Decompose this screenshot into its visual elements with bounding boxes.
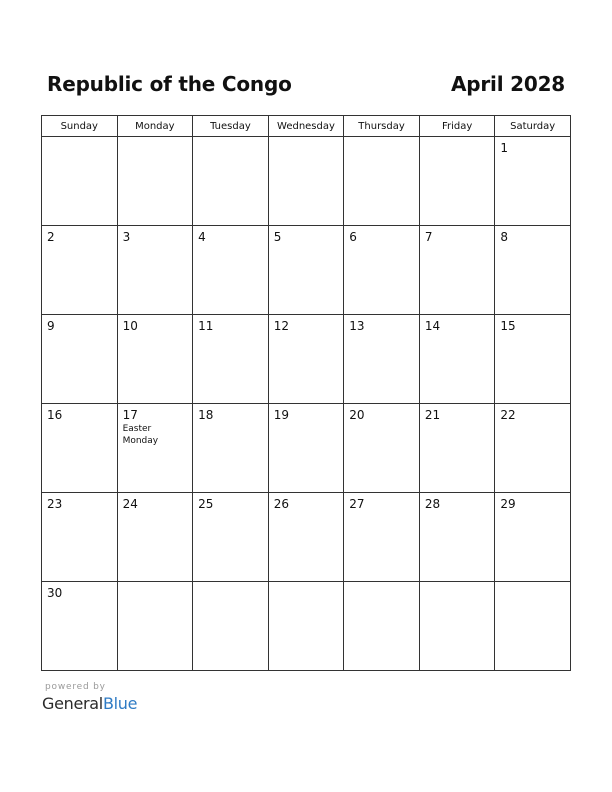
generalblue-logo[interactable] [42, 694, 137, 713]
day-number: 12 [273, 319, 289, 333]
month-year-title: April 2028 [451, 72, 565, 96]
day-number: 5 [273, 230, 282, 244]
day-cell [117, 315, 193, 404]
day-cell [42, 137, 118, 226]
day-cell [193, 582, 269, 671]
brand-blue-text: Blue [102, 694, 138, 713]
day-cell [419, 582, 495, 671]
day-number [269, 137, 344, 141]
day-number [269, 582, 344, 586]
day-cell [193, 315, 269, 404]
day-cell [193, 493, 269, 582]
day-cell [495, 582, 571, 671]
day-number: 2 [47, 230, 55, 244]
day-cell [268, 404, 344, 493]
day-number: 4 [198, 230, 206, 244]
day-number [344, 582, 419, 586]
brand-general-text: General [42, 694, 103, 713]
day-number [118, 137, 193, 141]
day-number: 27 [349, 497, 365, 511]
day-number: 24 [122, 497, 138, 511]
holiday-label: Easter Monday [122, 424, 159, 446]
day-cell [117, 404, 193, 493]
weekday-tuesday: Tuesday [193, 116, 269, 137]
day-cell [268, 493, 344, 582]
day-number: 11 [198, 319, 214, 333]
country-title: Republic of the Congo [47, 72, 292, 96]
week-row [42, 315, 571, 404]
day-number: 25 [198, 497, 214, 511]
day-number: 10 [122, 319, 138, 333]
day-cell [268, 137, 344, 226]
day-number: 3 [122, 230, 131, 244]
weekday-header-row [42, 116, 571, 137]
week-row [42, 493, 571, 582]
weekday-saturday: Saturday [495, 116, 571, 137]
day-cell [42, 582, 118, 671]
calendar-weeks [42, 137, 571, 671]
day-number: 13 [349, 319, 365, 333]
day-cell [42, 493, 118, 582]
day-number [193, 137, 268, 141]
weekday-sunday: Sunday [42, 116, 118, 137]
day-cell [193, 226, 269, 315]
day-number: 18 [198, 408, 214, 422]
day-number [420, 137, 495, 141]
day-number: 6 [349, 230, 357, 244]
day-cell [268, 226, 344, 315]
day-cell [344, 404, 420, 493]
day-number: 19 [273, 408, 289, 422]
weekday-thursday: Thursday [344, 116, 420, 137]
day-cell [495, 404, 571, 493]
day-cell [419, 404, 495, 493]
week-row [42, 582, 571, 671]
day-cell [495, 226, 571, 315]
day-number: 9 [47, 319, 55, 333]
day-number: 23 [47, 497, 63, 511]
calendar-grid [41, 115, 571, 671]
day-cell [117, 137, 193, 226]
day-cell [42, 315, 118, 404]
day-cell [344, 315, 420, 404]
day-cell [344, 137, 420, 226]
day-number: 1 [500, 141, 509, 155]
day-cell [117, 226, 193, 315]
day-cell [419, 315, 495, 404]
day-number: 7 [424, 230, 433, 244]
day-number: 8 [500, 230, 509, 244]
day-cell [495, 315, 571, 404]
day-cell [117, 493, 193, 582]
day-cell [344, 493, 420, 582]
day-number: 29 [500, 497, 516, 511]
day-number: 20 [349, 408, 365, 422]
day-number [495, 582, 570, 586]
day-cell [495, 493, 571, 582]
week-row [42, 404, 571, 493]
day-cell [42, 404, 118, 493]
day-number: 16 [47, 408, 63, 422]
day-cell [419, 493, 495, 582]
weekday-monday: Monday [117, 116, 193, 137]
day-number: 22 [500, 408, 516, 422]
day-number [344, 137, 419, 141]
day-cell [419, 137, 495, 226]
day-number [42, 137, 117, 141]
week-row [42, 226, 571, 315]
day-cell [495, 137, 571, 226]
day-number: 30 [47, 586, 63, 600]
day-cell [344, 226, 420, 315]
day-cell [117, 582, 193, 671]
day-number: 15 [500, 319, 516, 333]
day-number: 26 [273, 497, 289, 511]
weekday-friday: Friday [419, 116, 495, 137]
day-cell [268, 315, 344, 404]
weekday-wednesday: Wednesday [268, 116, 344, 137]
day-cell [419, 226, 495, 315]
day-number: 28 [424, 497, 441, 511]
day-number [420, 582, 495, 586]
day-number [193, 582, 268, 586]
day-cell [344, 582, 420, 671]
day-cell [42, 226, 118, 315]
day-number: 17 [122, 408, 138, 422]
day-number: 21 [424, 408, 441, 422]
powered-by-text: powered by [45, 682, 106, 692]
day-cell [268, 582, 344, 671]
day-cell [193, 137, 269, 226]
day-number: 14 [424, 319, 441, 333]
day-cell [193, 404, 269, 493]
day-number [118, 582, 193, 586]
week-row [42, 137, 571, 226]
